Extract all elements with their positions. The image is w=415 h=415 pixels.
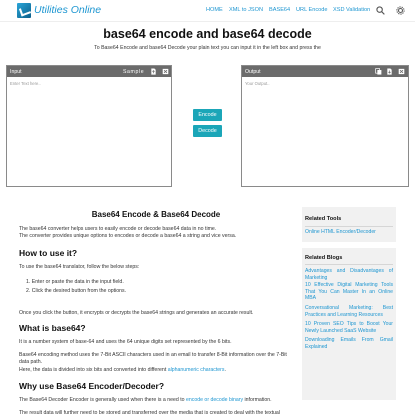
blog-link[interactable]: 10 Proven SEO Tips to Boost Your Newly Launched SaaS Website — [305, 321, 393, 334]
related-tool-link[interactable]: Online HTML Encoder/Decoder — [305, 229, 376, 235]
blog-link[interactable]: Advantages and Disadvantages of Marketing — [305, 268, 393, 281]
article-heading: Base64 Encode & Base64 Decode — [91, 210, 221, 219]
input-panel-toolbar — [7, 66, 171, 77]
nav-base64[interactable]: BASE64 — [269, 7, 291, 13]
page-title: base64 encode and base64 decode — [103, 27, 312, 41]
what-is-base64-heading: What is base64? — [19, 323, 86, 333]
blog-link[interactable]: 10 Effective Digital Marketing Tools That You Can Master In an Online MBA — [305, 282, 393, 302]
output-panel-toolbar — [242, 66, 408, 77]
step-item: 1. Enter or paste the data in the input field. — [26, 279, 124, 285]
page-subtitle: To Base64 Encode and base64 Decode your plain text you can input it in the left box and press the — [94, 45, 321, 51]
output-textarea[interactable]: Your Output.. — [245, 81, 270, 86]
alphanumeric-link[interactable]: alphanumeric characters — [167, 367, 225, 373]
site-header — [0, 0, 415, 22]
what-paragraph-1: It is a number system of base-64 and uses the 64 unique digits set represented by the 6 bits. — [19, 339, 232, 345]
encode-decode-binary-link[interactable]: encode or decode binary — [185, 397, 244, 403]
divider — [305, 264, 393, 265]
related-tools-heading: Related Tools — [305, 216, 342, 222]
related-blogs-heading: Related Blogs — [305, 255, 343, 261]
sample-button[interactable]: Sample — [123, 68, 145, 75]
upload-file-icon[interactable] — [150, 68, 157, 75]
decode-button[interactable]: Decode — [193, 125, 222, 137]
why-paragraph: The Base64 Decoder Encoder is generally used when there is a need to encode or decode binary information. — [19, 397, 272, 403]
brand-name[interactable]: Utilities Online — [34, 4, 102, 16]
download-file-icon[interactable] — [386, 68, 393, 75]
related-blogs-box — [302, 248, 396, 400]
nav-url-encode[interactable]: URL Encode — [296, 7, 328, 13]
input-panel — [6, 65, 172, 187]
divider — [305, 226, 393, 227]
once-paragraph: Once you click the button, it encrypts or decrypts the base64 strings and generates an accurate result. — [19, 310, 254, 316]
blog-link[interactable]: Downloading Emails From Gmail Explained — [305, 337, 393, 350]
copy-icon[interactable] — [375, 68, 382, 75]
result-paragraph: The result data will further need to be stored and transferred over the media that is created to deal with the textual — [19, 410, 280, 415]
step-item: 2. Click the desired button from the options. — [26, 288, 127, 294]
clear-icon[interactable] — [162, 68, 169, 75]
why-use-heading: Why use Base64 Encoder/Decoder? — [19, 381, 165, 391]
output-label: Output — [245, 68, 261, 75]
how-to-use-heading: How to use it? — [19, 248, 78, 258]
search-icon[interactable] — [376, 6, 385, 15]
output-panel — [241, 65, 409, 187]
blog-link[interactable]: Conversational Marketing: Best Practices and Learning Resources — [305, 305, 393, 318]
related-tools-box — [302, 207, 396, 242]
how-to-use-text: To use the base64 translator, follow the below steps: — [19, 264, 140, 270]
input-textarea[interactable]: Enter Text here.. — [10, 81, 41, 86]
nav-home[interactable]: HOME — [206, 7, 223, 13]
what-paragraph-2: Base64 encoding method uses the 7-Bit ASCII characters used in an email to transfer 8-Bit information over the 7-Bit data path. — [19, 352, 287, 366]
intro-paragraph-2: The converter provides unique options to encodes or decode a base64 a string and vice versa. — [19, 233, 237, 239]
intro-paragraph-1: The base64 converter helps users to easily encode or decode base64 data in no time. — [19, 226, 217, 232]
encode-button[interactable]: Encode — [193, 109, 222, 121]
nav-xsd-validation[interactable]: XSD Validation — [333, 7, 371, 13]
site-logo-icon[interactable] — [17, 3, 31, 18]
clear-output-icon[interactable] — [398, 68, 405, 75]
gear-icon[interactable] — [396, 6, 405, 15]
input-label: Input — [10, 68, 22, 75]
what-paragraph-3: Here, the data is divided into six bits and converted into different alphanumeric characters. — [19, 367, 226, 373]
nav-xml-to-json[interactable]: XML to JSON — [229, 7, 263, 13]
